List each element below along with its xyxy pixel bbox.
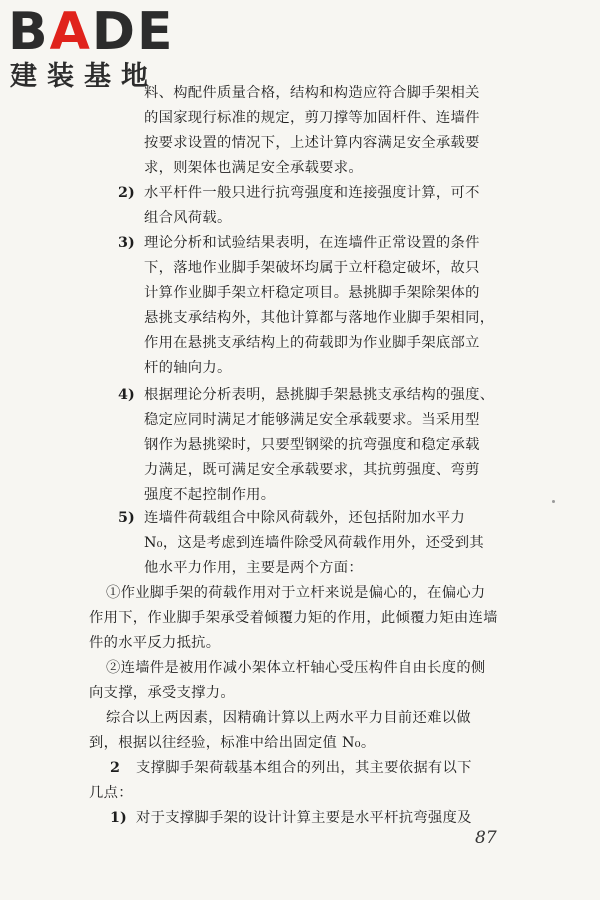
bade-logo <box>6 4 176 94</box>
text-line: 悬挑支承结构外，其他计算都与落地作业脚手架相同， <box>144 310 495 326</box>
text-line: 他水平力作用，主要是两个方面： <box>144 560 363 576</box>
text-line: 钢作为悬挑梁时，只要型钢梁的抗弯强度和稳定承载 <box>144 437 480 453</box>
text-line: 强度不起控制作用。 <box>144 487 276 503</box>
text-line: 杆的轴向力。 <box>144 360 232 376</box>
text-line: 力满足，既可满足安全承载要求，其抗剪强度、弯剪 <box>144 462 480 478</box>
text-line: ②连墙件是被用作减小架体立杆轴心受压构件自由长度的侧 <box>106 660 486 676</box>
logo-letters-de: DE <box>91 2 175 62</box>
text-line: 计算作业脚手架立杆稳定项目。悬挑脚手架除架体的 <box>144 285 480 301</box>
page-number: 87 <box>475 828 497 848</box>
item-number: 5) <box>118 510 135 526</box>
item-number: 3) <box>118 235 135 251</box>
text-line: 件的水平反力抵抗。 <box>89 635 221 651</box>
text-line: 料、构配件质量合格，结构和构造应符合脚手架相关 <box>144 85 480 101</box>
text-line: 的国家现行标准的规定，剪刀撑等加固杆件、连墙件 <box>144 110 480 126</box>
section-number: 2 <box>110 760 120 776</box>
text-line: 作用在悬挑支承结构上的荷载即为作业脚手架底部立 <box>144 335 480 351</box>
logo-letter-b: B <box>8 2 50 62</box>
text-line: 下，落地作业脚手架破坏均属于立杆稳定破坏，故只 <box>144 260 480 276</box>
text-line: 几点： <box>89 785 133 801</box>
item-number: 1) <box>110 810 127 826</box>
text-line: 根据理论分析表明，悬挑脚手架悬挑支承结构的强度、 <box>144 387 495 403</box>
text-line: 综合以上两因素，因精确计算以上两水平力目前还难以做 <box>106 710 471 726</box>
logo-wordmark <box>8 4 175 60</box>
logo-letter-a: A <box>49 2 92 62</box>
text-line: 稳定应同时满足才能够满足安全承载要求。当采用型 <box>144 412 480 428</box>
text-line: 求，则架体也满足安全承载要求。 <box>144 160 363 176</box>
text-line: 对于支撑脚手架的设计计算主要是水平杆抗弯强度及 <box>136 810 472 826</box>
scan-speck <box>552 500 555 503</box>
text-line: 组合风荷载。 <box>144 210 232 226</box>
text-line: 理论分析和试验结果表明，在连墙件正常设置的条件 <box>144 235 480 251</box>
text-line: 支撑脚手架荷载基本组合的列出，其主要依据有以下 <box>136 760 472 776</box>
text-line: 作用下，作业脚手架承受着倾覆力矩的作用，此倾覆力矩由连墙 <box>89 610 498 626</box>
item-number: 4) <box>118 387 135 403</box>
text-line: 连墙件荷载组合中除风荷载外，还包括附加水平力 <box>144 510 466 526</box>
text-line: 水平杆件一般只进行抗弯强度和连接强度计算，可不 <box>144 185 480 201</box>
text-line: 向支撑，承受支撑力。 <box>89 685 235 701</box>
text-line: 按要求设置的情况下，上述计算内容满足安全承载要 <box>144 135 480 151</box>
text-line: ①作业脚手架的荷载作用对于立杆来说是偏心的，在偏心力 <box>106 585 486 601</box>
logo-subtitle: 建装基地 <box>10 61 158 92</box>
text-line: 到，根据以往经验，标准中给出固定值 N₀。 <box>89 735 376 751</box>
text-line: N₀，这是考虑到连墙件除受风荷载作用外，还受到其 <box>144 535 484 551</box>
item-number: 2) <box>118 185 135 201</box>
